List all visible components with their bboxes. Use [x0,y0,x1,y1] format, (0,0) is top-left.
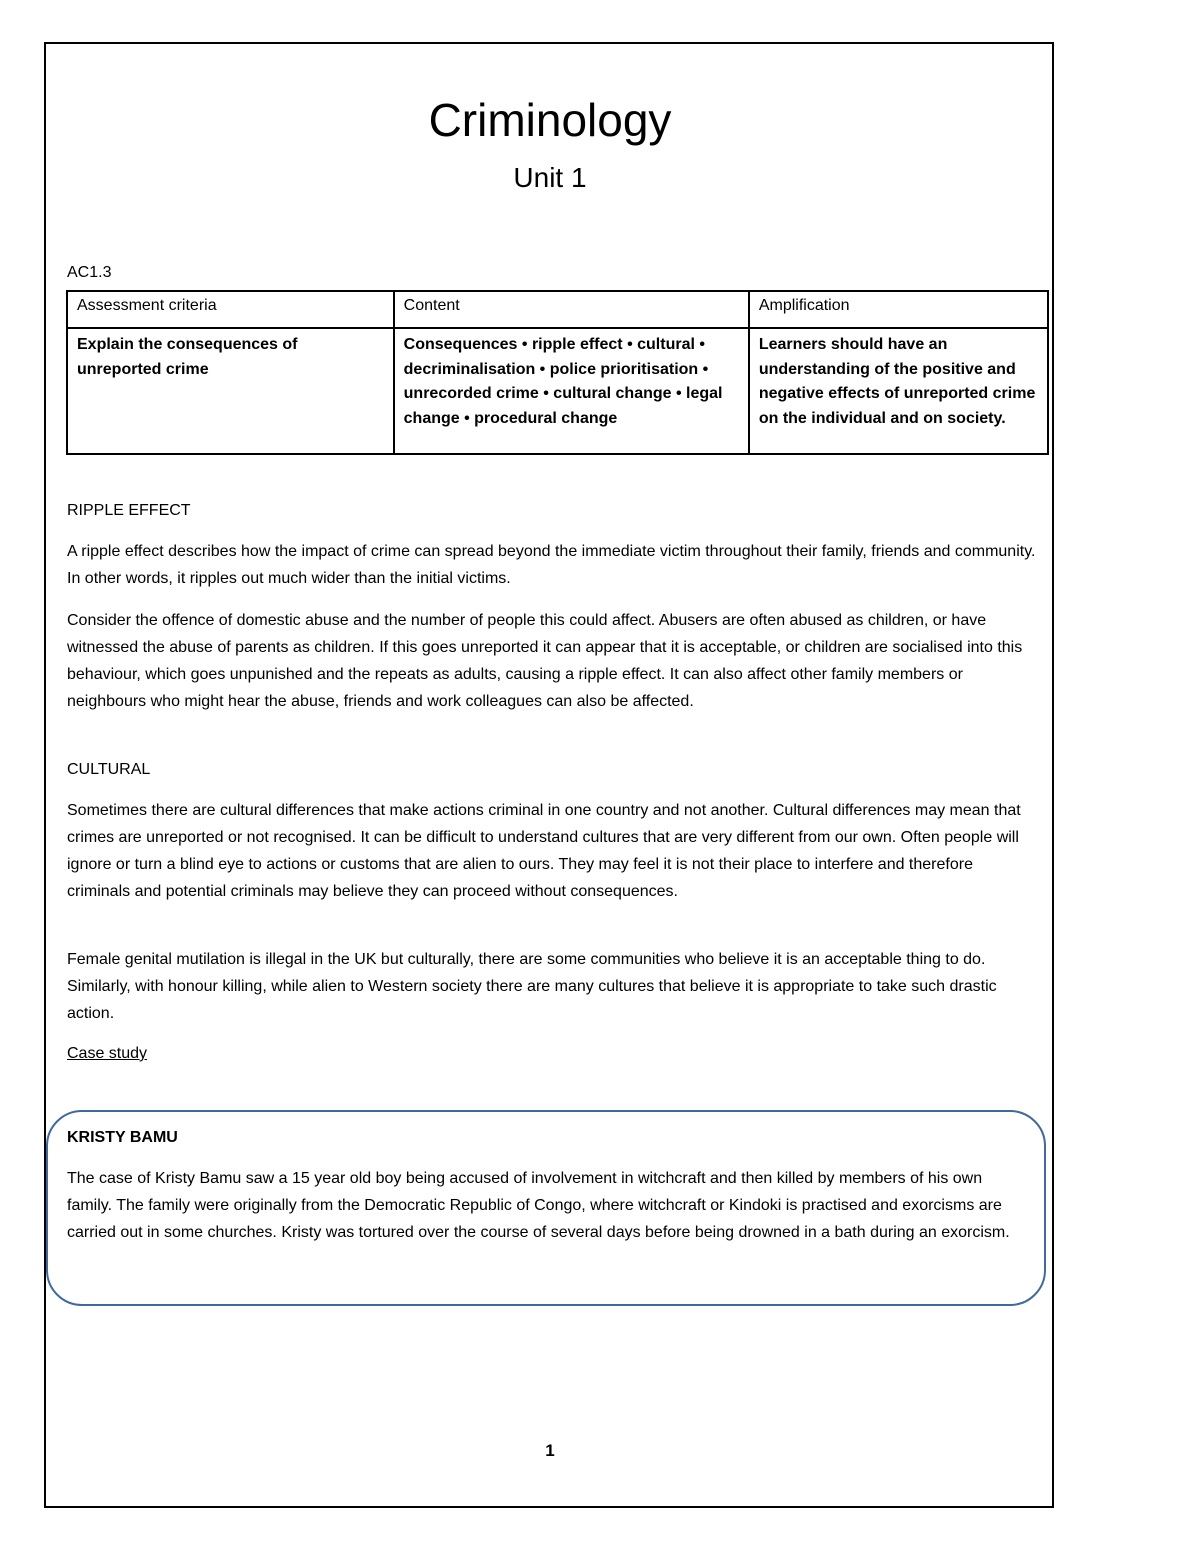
ac-label: AC1.3 [67,264,112,281]
case-study-title: KRISTY BAMU [67,1129,178,1146]
ripple-effect-paragraph-2: Consider the offence of domestic abuse and the number of people this could affect. Abusers are often abused as children, or have witnessed the abuse of parents as children. If this goes unreported it can appear that it is acceptable, or children are socialised into this behaviour, which goes unpunished and the repeats as adults, causing a ripple effect. It can also affect other family members or neighbours who might hear the abuse, friends and work colleagues can also be affected. [67,612,1023,710]
ripple-effect-paragraph-1: A ripple effect describes how the impact of crime can spread beyond the immediate victim throughout their family, friends and community. In other words, it ripples out much wider than the initial victims. [67,543,1036,587]
table-cell-content: Consequences • ripple effect • cultural • decriminalisation • police prioritisation • unrecorded crime • cultural change • legal change • procedural change [394,328,749,454]
cultural-paragraph-2: Female genital mutilation is illegal in the UK but culturally, there are some communities who believe it is an acceptable thing to do. Similarly, with honour killing, while alien to Western society there are many cultures that believe it is appropriate to take such drastic action. [67,951,997,1022]
table-cell-amplification: Learners should have an understanding of the positive and negative effects of unreported crime on the individual and on society. [749,328,1048,454]
table-row [67,328,1048,454]
document-title: Criminology [428,94,672,146]
table-header-row [67,291,1048,328]
case-study-label: Case study [67,1045,148,1062]
table-header-amplification: Amplification [749,291,1048,328]
cultural-paragraph-1: Sometimes there are cultural differences that make actions criminal in one country and not another. Cultural differences may mean that crimes are unreported or not recognised. It can be difficult to understand cultures that are very different from our own. Often people will ignore or turn a blind eye to actions or customs that are alien to ours. They may feel it is not their place to interfere and therefore criminals and potential criminals may believe they can proceed without consequences. [67,802,1021,900]
table-header-content: Content [394,291,749,328]
table-header-assessment-criteria: Assessment criteria [67,291,394,328]
assessment-table [66,290,1049,455]
case-study-text: The case of Kristy Bamu saw a 15 year old boy being accused of involvement in witchcraft and then killed by members of his own family. The family were originally from the Democratic Republic of Congo, where witchcraft or Kindoki is practised and exorcisms are carried out in some churches. Kristy was tortured over the course of several days before being drowned in a bath during an exorcism. [67,1170,1010,1241]
document-subtitle: Unit 1 [513,162,587,193]
cultural-heading: CULTURAL [67,761,151,778]
page-number: 1 [545,1441,555,1460]
ripple-effect-heading: RIPPLE EFFECT [67,502,191,519]
table-cell-criteria: Explain the consequences of unreported crime [67,328,394,454]
